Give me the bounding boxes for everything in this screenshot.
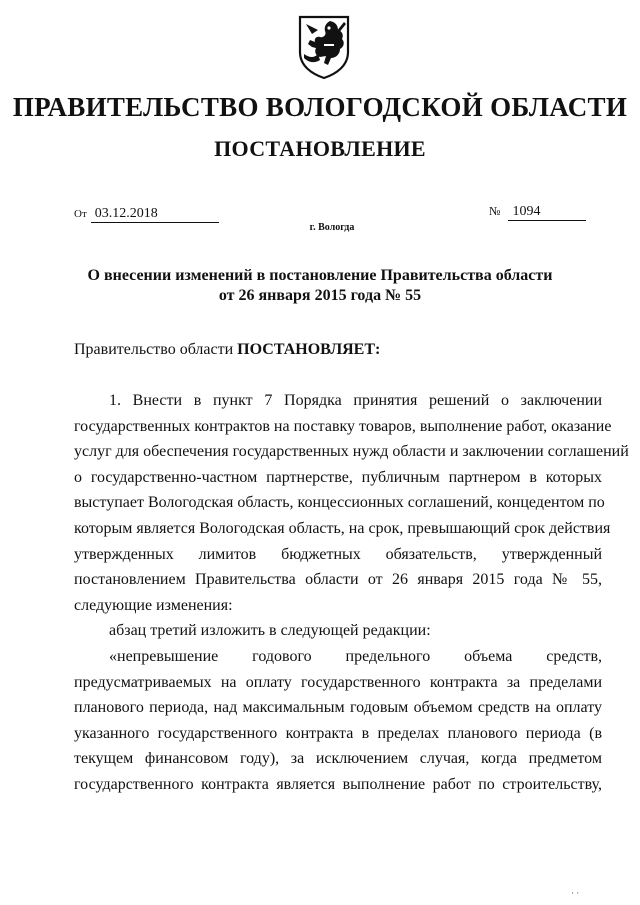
body-line: государственного контракта является выполнение работ по строительству, [74, 775, 602, 793]
number-prefix: № [489, 204, 501, 218]
org-title: ПРАВИТЕЛЬСТВО ВОЛОГОДСКОЙ ОБЛАСТИ [12, 92, 628, 122]
body-line: постановлением Правительства области от 26 января 2015 года № 55, [74, 571, 602, 589]
subject-line-1: О внесении изменений в постановление Правительства области [87, 267, 553, 284]
body-line: абзац третий изложить в следующей редакции: [109, 622, 431, 640]
vologda-coat-of-arms-icon [296, 14, 352, 80]
date-prefix: От [74, 208, 87, 220]
page-footer-mark: · · [571, 888, 580, 898]
decree-verb: ПОСТАНОВЛЯЕТ: [237, 341, 381, 358]
doc-type-title: ПОСТАНОВЛЕНИЕ [214, 136, 426, 161]
date-value: 03.12.2018 [91, 206, 219, 223]
body-text [74, 388, 629, 798]
body-line: которым является Вологодская область, на срок, превышающий срок действия [74, 519, 611, 537]
number-value: 1094 [508, 204, 586, 221]
body-line: услуг для обеспечения государственных нужд области и заключении соглашений [74, 443, 629, 461]
body-line: утвержденных лимитов бюджетных обязательств, утвержденный [74, 545, 602, 563]
date-field [74, 206, 219, 223]
decree-statement [74, 341, 380, 359]
city-label: г. Вологда [309, 222, 355, 233]
body-line: «непревышение годового предельного объема средств, [109, 647, 602, 665]
body-line: выступает Вологодская область, концессионных соглашений, концедентом по [74, 494, 605, 512]
body-line: планового периода, над максимальным годовым объемом средств на оплату [74, 699, 602, 717]
subject-line-2: от 26 января 2015 года № 55 [218, 287, 422, 304]
body-line: указанного государственного контракта в пределах планового периода (в [74, 724, 602, 742]
number-field [489, 204, 586, 221]
decree-lead: Правительство области [74, 341, 238, 358]
body-line: государственных контрактов на поставку товаров, выполнение работ, оказание [74, 417, 612, 435]
body-line: следующие изменения: [74, 596, 233, 614]
body-line: текущем финансовом году), за исключением случая, когда предметом [74, 750, 602, 768]
body-line: 1. Внести в пункт 7 Порядка принятия решений о заключении [109, 392, 602, 409]
body-line: предусматриваемых на оплату государственного контракта за пределами [74, 673, 602, 691]
body-line: о государственно-частном партнерстве, публичным партнером в которых [74, 468, 602, 486]
subject-heading [0, 266, 640, 306]
